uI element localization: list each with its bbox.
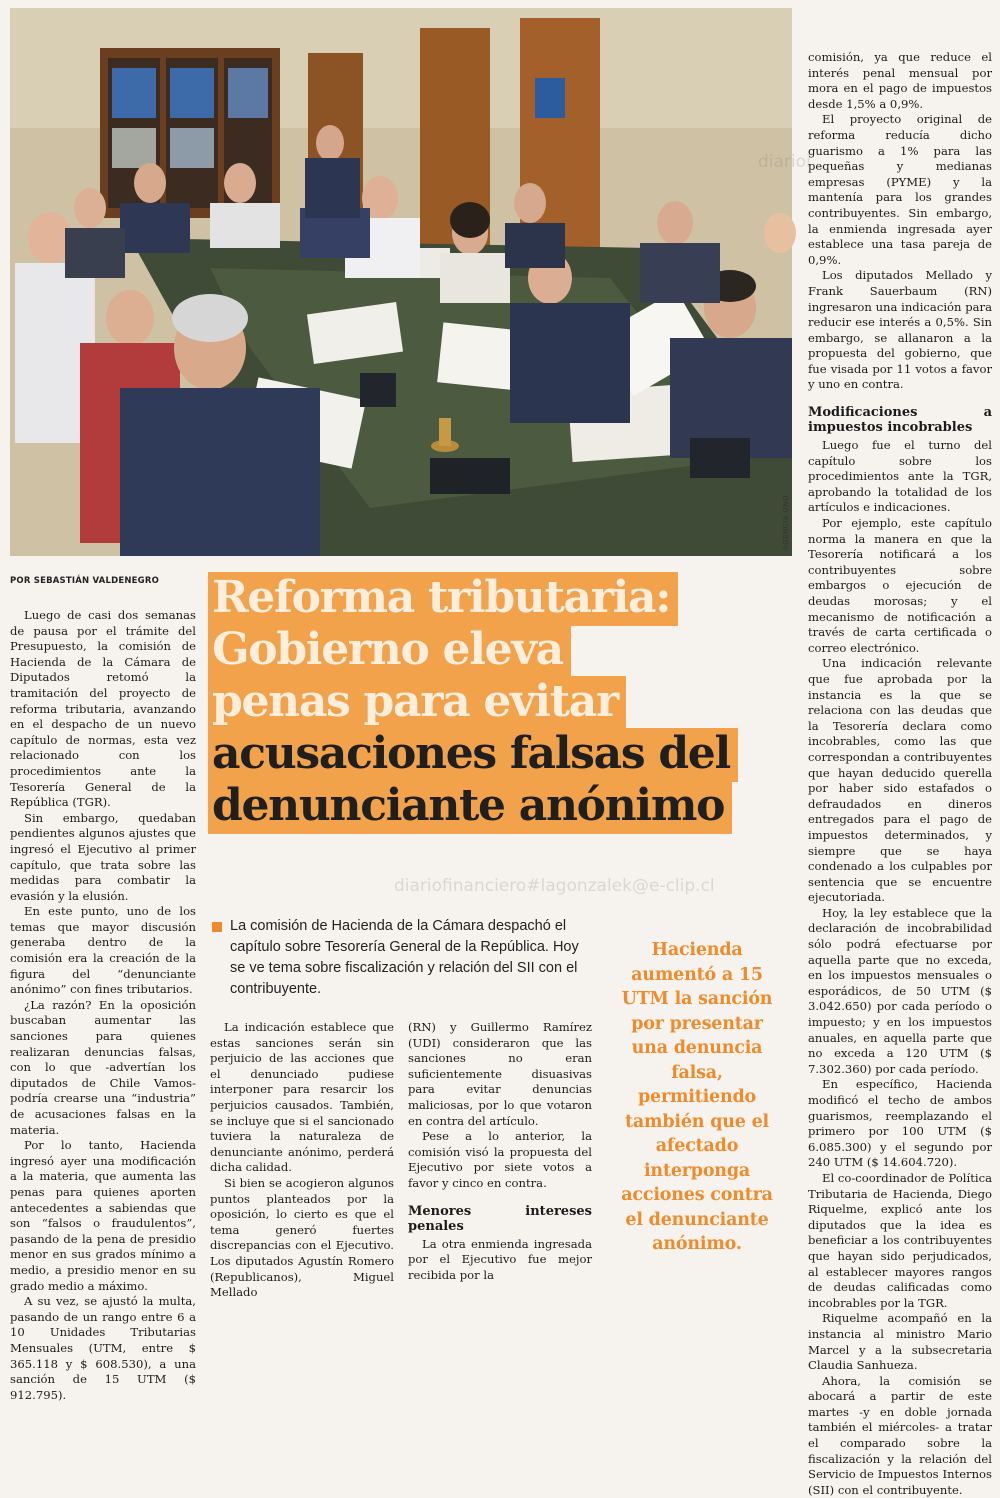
- paragraph: Si bien se acogieron algunos puntos planteados por la oposición, lo cierto es que el tema generó fuertes discrepancias con el Ejecutivo. Los diputados Agustín Romero (Republicanos), Miguel Mellado: [210, 1175, 394, 1300]
- paragraph: Por lo tanto, Hacienda ingresó ayer una modificación a la materia, que aumenta las penas para quienes aporten antecedentes a sabiendas que son “falsos o fraudulentos”, pasando de la pena de presidio menor en sus grados mínimo a medio, a presidio menor en su grado medio a máximo.: [10, 1138, 196, 1293]
- paragraph: El proyecto original de reforma reducía dicho guarismo a 1% para las pequeñas y medianas empresas (PYME) y la mantenía para los grandes contribuyentes. Sin embargo, la enmienda ingresada ayer establece una tasa pareja de 0,9%.: [808, 112, 992, 267]
- lead-text: La comisión de Hacienda de la Cámara despachó el capítulo sobre Tesorería General de la República. Hoy se ve tema sobre fiscalización y relación del SII con el contribuyente.: [230, 918, 579, 997]
- lead-paragraph: [210, 916, 592, 1000]
- column-middle-2: [408, 1020, 592, 1283]
- paragraph: Los diputados Mellado y Frank Sauerbaum (RN) ingresaron una indicación para reducir ese interés a 0,5%. Sin embargo, se allanaron a la propuesta del gobierno, que fue visada por 11 votos a favor y uno en contra.: [808, 268, 992, 392]
- paragraph: Ahora, la comisión se abocará a partir de este martes -y en doble jornada también el miércoles- a tratar el comparado sobre la fiscalización y la relación del Servicio de Impuestos Internos (SII) con el contribuyente.: [808, 1373, 992, 1497]
- paragraph: Luego fue el turno del capítulo sobre los procedimientos ante la TGR, aprobando la totalidad de los artículos e indicaciones.: [808, 438, 992, 515]
- paragraph: En este punto, uno de los temas que mayor discusión generaba dentro de la comisión era la creación de la figura del “denunciante anónimo” con fines tributarios.: [10, 904, 196, 997]
- headline-line-3: penas para evitar: [208, 676, 626, 730]
- meeting-photo-icon: [10, 8, 792, 556]
- headline-line-1: Reforma tributaria:: [208, 572, 678, 626]
- paragraph: Riquelme acompañó en la instancia al ministro Mario Marcel y a la subsecretaria Claudia Sanhueza.: [808, 1311, 992, 1373]
- meeting-photo: [10, 8, 792, 556]
- pull-quote: Hacienda aumentó a 15 UTM la sanción por presentar una denuncia falsa, permitiendo también que el afectado interponga acciones contra el denunciante anónimo.: [621, 940, 773, 1254]
- subheading-menores-intereses: Menores intereses penales: [408, 1203, 592, 1234]
- paragraph: Hoy, la ley establece que la declaración de incobrabilidad sólo podrá efectuarse por aquella parte que no exceda, en los impuestos mensuales o esporádicos, de 50 UTM ($ 3.042.650) por cada período o impuesto; y en los impuestos anuales, en aquella parte que no exceda a 120 UTM ($ 7.302.360) por cada período.: [808, 905, 992, 1076]
- column-right: [808, 50, 992, 1498]
- paragraph: Luego de casi dos semanas de pausa por el trámite del Presupuesto, la comisión de Hacienda de la Cámara de Diputados retomó la tramitación del proyecto de reforma tributaria, avanzando en el despacho de un nuevo capítulo de normas, esta vez relacionado con los procedimientos ante la Tesorería General de la República (TGR).: [10, 608, 196, 810]
- watermark-top: diarioi: [758, 152, 811, 172]
- column-left: [10, 608, 196, 1403]
- paragraph: Una indicación relevante que fue aprobada por la instancia es la que se relaciona con las deudas que la Tesorería declara como incobrables, como las que correspondan a contribuyentes que hayan deducido querella por haber sido estafados o defraudados en dineros entregados para el pago de impuestos determinados, y siempre que se haya condenado a los culpables por sentencia que se encuentre ejecutoriada.: [808, 656, 992, 905]
- paragraph: comisión, ya que reduce el interés penal mensual por mora en el pago de impuestos desde 1,5% a 0,9%.: [808, 50, 992, 111]
- paragraph: En específico, Hacienda modificó el techo de ambos guarismos, reemplazando el primero por 100 UTM ($ 6.085.300) y el segundo por 240 UTM ($ 14.604.720).: [808, 1077, 992, 1170]
- headline: [208, 572, 768, 832]
- paragraph: El co-coordinador de Política Tributaria de Hacienda, Diego Riquelme, explicó ante los diputados que la idea es beneficiar a los contribuyentes que hayan sido perjudicados, al establecer mayores rangos de deudas calificadas como incobrables por la TGR.: [808, 1170, 992, 1310]
- column-middle-1: [210, 1020, 394, 1301]
- photo-credit: AGENCIA UNO: [782, 494, 790, 550]
- paragraph: La otra enmienda ingresada por el Ejecutivo fue mejor recibida por la: [408, 1236, 592, 1282]
- paragraph: ¿La razón? En la oposición buscaban aumentar las sanciones para quienes realizaran denuncias falsas, con lo que -advertían los diputados de Chile Vamos- podría crearse una “industria” de acusaciones falsas en la materia.: [10, 997, 196, 1137]
- headline-line-5: denunciante anónimo: [208, 780, 732, 834]
- paragraph: (RN) y Guillermo Ramírez (UDI) consideraron que las sanciones no eran suficientemente disuasivas para evitar denuncias maliciosas, por lo que votaron en contra del artículo.: [408, 1020, 592, 1128]
- watermark: diariofinanciero#lagonzalek@e-clip.cl: [394, 876, 715, 896]
- headline-line-2: Gobierno eleva: [208, 624, 571, 678]
- paragraph: A su vez, se ajustó la multa, pasando de un rango entre 6 a 10 Unidades Tributarias Mensuales (UTM, entre $ 365.118 y $ 608.530), a una sanción de 15 UTM ($ 912.795).: [10, 1294, 196, 1402]
- byline: POR SEBASTIÁN VALDENEGRO: [10, 576, 160, 586]
- subheading-impuestos-incobrables: Modificaciones a impuestos incobrables: [808, 405, 992, 436]
- paragraph: La indicación establece que estas sanciones serán sin perjuicio de las acciones que el denunciado pudiese interponer para resarcir los perjuicios causados. También, se incluye que si el sancionado tuviera la naturaleza de denunciante anónimo, perderá dicha calidad.: [210, 1020, 394, 1175]
- headline-line-4: acusaciones falsas del: [208, 728, 738, 782]
- paragraph: Sin embargo, quedaban pendientes algunos ajustes que ingresó el Ejecutivo al primer capítulo, que trata sobre las medidas para combatir la evasión y la elusión.: [10, 810, 196, 903]
- paragraph: Pese a lo anterior, la comisión visó la propuesta del Ejecutivo por siete votos a favor y cinco en contra.: [408, 1129, 592, 1190]
- paragraph: Por ejemplo, este capítulo norma la manera en que la Tesorería notificará a los contribuyentes sobre embargos o ejecución de deudas morosas; y el mecanismo de notificación a través de carta certificada o correo electrónico.: [808, 516, 992, 655]
